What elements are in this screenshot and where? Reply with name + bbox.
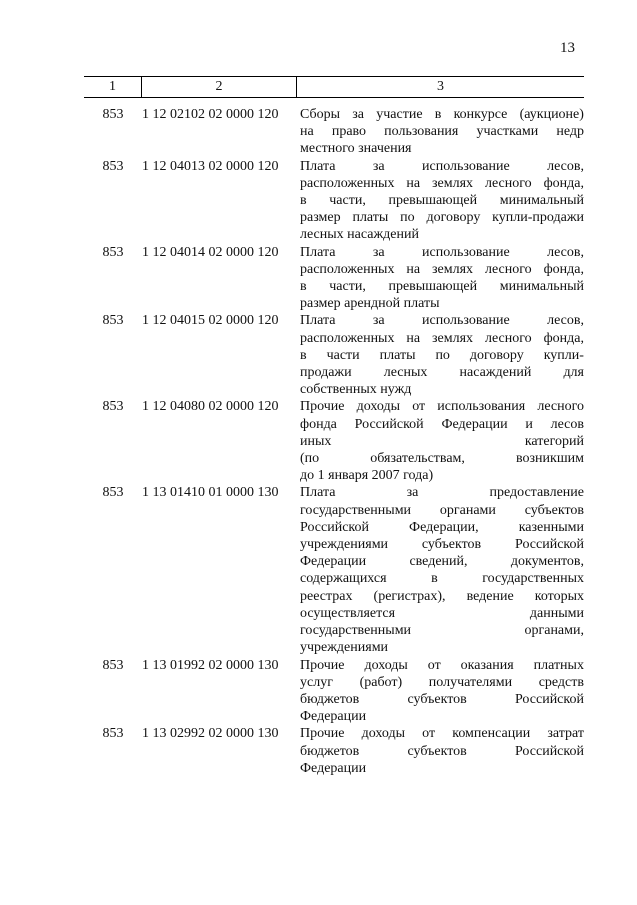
word: субъектов [407,691,467,707]
word: Российской [514,691,584,707]
description-line: учреждениями [300,640,389,656]
word: договору [469,347,524,363]
description-line [300,123,584,140]
word: за [372,244,385,260]
description-line [300,553,584,570]
word: возникшим [516,451,584,467]
description-line: Федерации [300,709,367,725]
word: Федерации, [409,519,479,535]
word: иных [300,433,332,449]
word: фонда, [543,261,584,277]
word: Плата [300,485,336,501]
description-line [300,330,584,347]
word: документов, [510,554,584,570]
word: части [326,347,360,363]
admin-code: 853 [102,107,124,122]
word: использование [422,158,510,174]
table-row [84,244,584,313]
table-row [84,398,584,484]
word: фонда, [543,175,584,191]
word: субъектов [407,743,467,759]
word: обязательствам, [370,451,465,467]
description-line [300,416,584,433]
description-line [300,347,584,364]
income-description [300,158,584,244]
description-line: местного значения [300,141,412,157]
word: государственных [482,571,584,587]
word: Федерации [441,416,508,432]
description-line [300,278,584,295]
word: в [431,571,438,587]
word: размер [300,210,341,226]
word: за [372,313,385,329]
word: на [406,261,421,277]
word: землях [432,330,474,346]
word: платы [352,210,389,226]
word: лесного [484,261,532,277]
word: осуществляется [300,605,396,621]
word: участие [376,107,423,122]
word: право [331,124,367,140]
word: насаждений [459,365,532,381]
word: лесов, [547,158,584,174]
description-line: размер арендной платы [300,296,440,312]
word: доходы [364,657,408,673]
description-line [300,657,584,674]
income-description [300,725,584,777]
word: государственными [300,623,412,639]
word: Прочие [300,657,345,673]
word: от [412,399,426,415]
word: использование [422,313,510,329]
word: средств [538,674,584,690]
word: землях [432,261,474,277]
word: Плата [300,313,336,329]
description-line [300,691,584,708]
word: Сборы [300,107,341,122]
description-line [300,244,584,261]
budget-classification-code: 1 13 01992 02 0000 130 [142,657,279,673]
word: предоставление [489,485,584,501]
word: по [400,210,415,226]
budget-classification-code: 1 12 04015 02 0000 120 [142,313,279,329]
table-row [84,484,584,656]
table-row [84,312,584,398]
word: лесного [484,330,532,346]
admin-code: 853 [102,244,124,260]
income-description [300,244,584,313]
table-row [84,725,584,777]
word: лесных [383,365,428,381]
word: превышающей [388,193,478,209]
word: Российской [300,519,369,535]
word: продажи [300,365,352,381]
header-col-2: 2 [142,77,297,97]
word: землях [432,175,474,191]
word: содержащихся [300,571,387,587]
description-line [300,743,584,760]
description-line [300,570,584,587]
word: (аукционе) [519,107,584,122]
word: бюджетов [300,743,360,759]
description-line [300,106,584,123]
word: минимальный [499,193,584,209]
description-line [300,725,584,742]
word: превышающей [388,279,478,295]
description-line [300,312,584,329]
description-line [300,536,584,553]
word: Плата [300,244,336,260]
word: конкурсе [453,107,508,122]
word: расположенных [300,175,395,191]
word: лесного [537,399,584,415]
admin-code: 853 [102,726,124,742]
word: использования [437,399,526,415]
word: использование [422,244,510,260]
word: фонда, [543,330,584,346]
word: расположенных [300,330,395,346]
word: государственными [300,502,412,518]
budget-classification-code: 1 13 01410 01 0000 130 [142,485,279,501]
word: которых [534,588,584,604]
description-line [300,450,584,467]
description-line [300,209,584,226]
word: платы [379,347,416,363]
income-description [300,484,584,656]
word: части, [329,193,366,209]
description-line [300,364,584,381]
table-row [84,657,584,726]
admin-code: 853 [102,158,124,174]
word: пользования [384,124,459,140]
description-line [300,588,584,605]
word: ведение [466,588,514,604]
word: в [300,279,307,295]
description-line: собственных нужд [300,382,412,398]
description-line: до 1 января 2007 года) [300,468,434,484]
budget-classification-code: 1 12 04014 02 0000 120 [142,244,279,260]
word: за [406,485,419,501]
word: минимальный [499,279,584,295]
header-col-3: 3 [437,79,444,94]
word: учреждениями [300,537,389,553]
description-line [300,502,584,519]
word: на [406,175,421,191]
word: (работ) [359,674,403,690]
word: лесного [484,175,532,191]
word: субъектов [421,537,482,553]
word: Прочие [300,726,345,742]
word: купли- [543,347,584,363]
word: платных [533,657,584,673]
word: Российской [354,416,424,432]
table-header [84,76,584,98]
word: недр [556,124,584,140]
table-body [84,106,584,777]
word: данными [529,605,584,621]
word: сведений, [409,554,468,570]
word: договору [426,210,481,226]
budget-classification-code: 1 12 02102 02 0000 120 [142,107,279,122]
word: (по [300,451,320,467]
word: в [300,347,307,363]
word: получателями [428,674,513,690]
word: в [434,107,442,122]
word: в [300,193,307,209]
word: от [422,726,436,742]
description-line [300,398,584,415]
word: органами [439,502,496,518]
admin-code: 853 [102,485,124,501]
word: для [563,365,584,381]
admin-code: 853 [102,313,124,329]
word: лесов, [547,313,584,329]
word: лесов, [547,244,584,260]
word: органами, [524,623,584,639]
word: услуг [300,674,333,690]
admin-code: 853 [102,657,124,673]
word: расположенных [300,261,395,277]
word: субъектов [524,502,584,518]
word: Федерации [300,554,367,570]
description-line: лесных насаждений [300,227,419,243]
word: Российской [514,743,584,759]
word: Российской [515,537,584,553]
word: Прочие [300,399,345,415]
word: (регистрах), [373,588,446,604]
description-line [300,484,584,501]
income-description [300,657,584,726]
word: по [435,347,450,363]
word: части, [329,279,366,295]
word: компенсации [452,726,531,742]
word: за [372,158,385,174]
word: доходы [356,399,401,415]
word: за [352,107,365,122]
word: и [525,416,533,432]
description-line [300,261,584,278]
page-number: 13 [560,40,575,56]
word: участками [476,124,539,140]
word: категорий [524,433,584,449]
word: казенными [518,519,584,535]
table-row [84,158,584,244]
word: затрат [547,726,584,742]
word: доходы [361,726,406,742]
word: на [300,124,314,140]
description-line [300,192,584,209]
word: от [427,657,441,673]
description-line: Федерации [300,760,367,776]
budget-classification-code: 1 12 04080 02 0000 120 [142,399,279,415]
income-description [300,106,584,158]
description-line [300,605,584,622]
description-line [300,158,584,175]
word: оказания [460,657,514,673]
description-line [300,433,584,450]
description-line [300,175,584,192]
description-line [300,674,584,691]
description-line [300,622,584,639]
admin-code: 853 [102,399,124,415]
word: купли-продажи [492,210,584,226]
budget-classification-code: 1 13 02992 02 0000 130 [142,726,279,742]
budget-classification-code: 1 12 04013 02 0000 120 [142,158,279,174]
header-col-1: 1 [84,77,142,97]
word: бюджетов [300,691,360,707]
income-description [300,398,584,484]
word: на [406,330,421,346]
word: Плата [300,158,336,174]
word: реестрах [300,588,353,604]
income-description [300,312,584,398]
word: лесов [550,416,584,432]
word: фонда [300,416,337,432]
table-row [84,106,584,158]
description-line [300,519,584,536]
